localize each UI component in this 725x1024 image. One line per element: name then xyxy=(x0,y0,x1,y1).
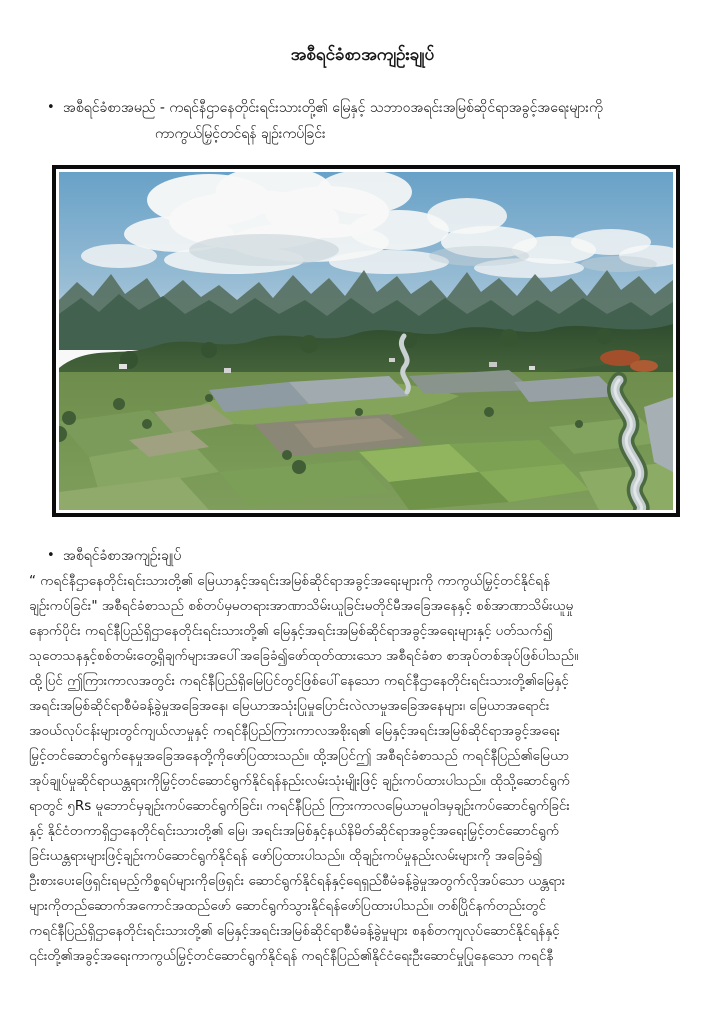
photo-tint-overlay xyxy=(59,172,673,510)
body-line: မြှင့်တင်ဆောင်ရွက်နေမှုအခြေအနေတို့ကိုဖော်ပြထားသည်။ ထို့အပြင်ဤ အစီရင်ခံစာသည် ကရင်နီပြည်၏မြေယာ xyxy=(29,748,569,764)
body-line: ထို့ပြင် ဤကြားကာလအတွင်း ကရင်နီပြည်ရှိမြေပြင်တွင်ဖြစ်ပေါ်နေသော ကရင်နီဌာနေတိုင်းရင်းသားတို့၏မြေနှင့် xyxy=(29,673,569,689)
report-cover-photo xyxy=(52,165,680,517)
bullet-icon: • xyxy=(47,548,55,563)
body-line: ဦးစားပေးဖြေရှင်းရမည့်ကိစ္စရပ်များကိုဖြေရှင်း ဆောင်ရွက်နိုင်ရန်နှင့်ရေရှည်စီမံခန့်ခွဲမှုအတွက်လိုအပ်သော ယန္တရား xyxy=(29,873,566,889)
body-line: ရာတွင် ၅Rs မူဘောင်မှချဉ်းကပ်ဆောင်ရွက်ခြင်း၊ ကရင်နီပြည် ကြားကာလမြေယာမူဝါဒမှချဉ်းကပ်ဆောင်ရွက်ခြင်း xyxy=(29,798,570,814)
body-line: များကိုတည်ဆောက်အကောင်အထည်ဖော် ဆောင်ရွက်သွားနိုင်ရန်ဖော်ပြထားပါသည်။ တစ်ပြိုင်နက်တည်းတွင် xyxy=(29,898,547,914)
report-name-text xyxy=(63,95,701,147)
body-line: အုပ်ချုပ်မှုဆိုင်ရာယန္တရားကိုမြှင့်တင်ဆောင်ရွက်နိုင်ရန်နည်းလမ်းသုံးမျိုးဖြင့် ချဉ်းကပ်ထားပါသည်။ ထိုသို့ဆောင်ရွက် xyxy=(29,773,570,789)
report-name-bullet-item xyxy=(47,95,701,147)
aerial-photo-illustration xyxy=(59,172,673,510)
body-line: ခြင်းယန္တရားများဖြင့်ချဉ်းကပ်ဆောင်ရွက်နိုင်ရန် ဖော်ပြထားပါသည်။ ထိုချဉ်းကပ်မှုနည်းလမ်းများကို အခြေခံ၍ xyxy=(29,848,543,864)
body-line: သုတေသနနှင့်စစ်တမ်းတွေ့ရှိချက်များအပေါ်အခြေခံ၍ဖော်ထုတ်ထားသော အစီရင်ခံစာ စာအုပ်တစ်အုပ်ဖြစ်ပါသည်။ xyxy=(29,648,579,664)
summary-paragraph xyxy=(29,569,697,969)
body-line: နှင့် နိုင်ငံတကာရှိဌာနေတိုင်ရင်းသားတို့၏ မြေ၊ အရင်းအမြစ်နှင့်နယ်နိမိတ်ဆိုင်ရာအခွင့်အရေးမြှင့်တင်ဆောင်ရွက် xyxy=(29,823,560,839)
summary-bullet-label: အစီရင်ခံစာအကျဉ်းချုပ် xyxy=(63,548,182,564)
body-line: အရင်းအမြစ်ဆိုင်ရာစီမံခန့်ခွဲမှုအခြေအနေ၊ မြေယာအသုံးပြုမှုပြောင်းလဲလာမှုအခြေအနေများ၊ မြေယာအရောင်း xyxy=(29,698,550,714)
report-name-line2: ကာကွယ်မြှင့်တင်ရန် ချဉ်းကပ်ခြင်း xyxy=(155,126,326,142)
body-line: ၎င်းတို့၏အခွင့်အရေးကာကွယ်မြှင့်တင်ဆောင်ရွက်နိုင်ရန် ကရင်နီပြည်၏နိုင်ငံရေးဦးဆောင်မှုပြုနေသော ကရင်နီ xyxy=(29,948,554,964)
page-title: အစီရင်ခံစာအကျဉ်းချုပ် xyxy=(290,45,435,65)
body-line: နောက်ပိုင်း ကရင်နီပြည်ရှိဌာနေတိုင်းရင်းသားတို့၏ မြေနှင့်အရင်းအမြစ်ဆိုင်ရာအခွင့်အရေးများနှင့် ပတ်သက်၍ xyxy=(29,623,553,639)
body-line: “ ကရင်နီဌာနေတိုင်းရင်းသားတို့၏ မြေယာနှင့်အရင်းအမြစ်ဆိုင်ရာအခွင့်အရေးများကို ကာကွယ်မြှင့်တင်နိုင်ရန် xyxy=(29,573,550,589)
bullet-icon: • xyxy=(47,100,55,115)
summary-bullet-item xyxy=(47,543,701,569)
body-line: ကရင်နီပြည်ရှိဌာနေတိုင်းရင်းသားတို့၏ မြေနှင့်အရင်းအမြစ်ဆိုင်ရာစီမံခန့်ခွဲမှုများ စနစ်တကျလုပ်ဆောင်နိုင်ရန်နှင့် xyxy=(29,923,560,939)
report-name-line1: အစီရင်ခံစာအမည် - ကရင်နီဌာနေတိုင်းရင်းသားတို့၏ မြေနှင့် သဘာဝအရင်းအမြစ်ဆိုင်ရာအခွင့်အရေးများကို xyxy=(63,100,603,116)
body-line: အဝယ်လုပ်ငန်းများတွင်ကျယ်လာမှုနှင့် ကရင်နီပြည်ကြားကာလအစိုးရ၏ မြေနှင့်အရင်းအမြစ်ဆိုင်ရာအခွင့်အရေး xyxy=(29,723,561,739)
body-line: ချဉ်းကပ်ခြင်း" အစီရင်ခံစာသည် စစ်တပ်မှမတရားအာဏာသိမ်းယူခြင်းမတိုင်မီအခြေအနေနှင့် စစ်အာဏာသိမ်းယူမှု xyxy=(29,598,574,614)
